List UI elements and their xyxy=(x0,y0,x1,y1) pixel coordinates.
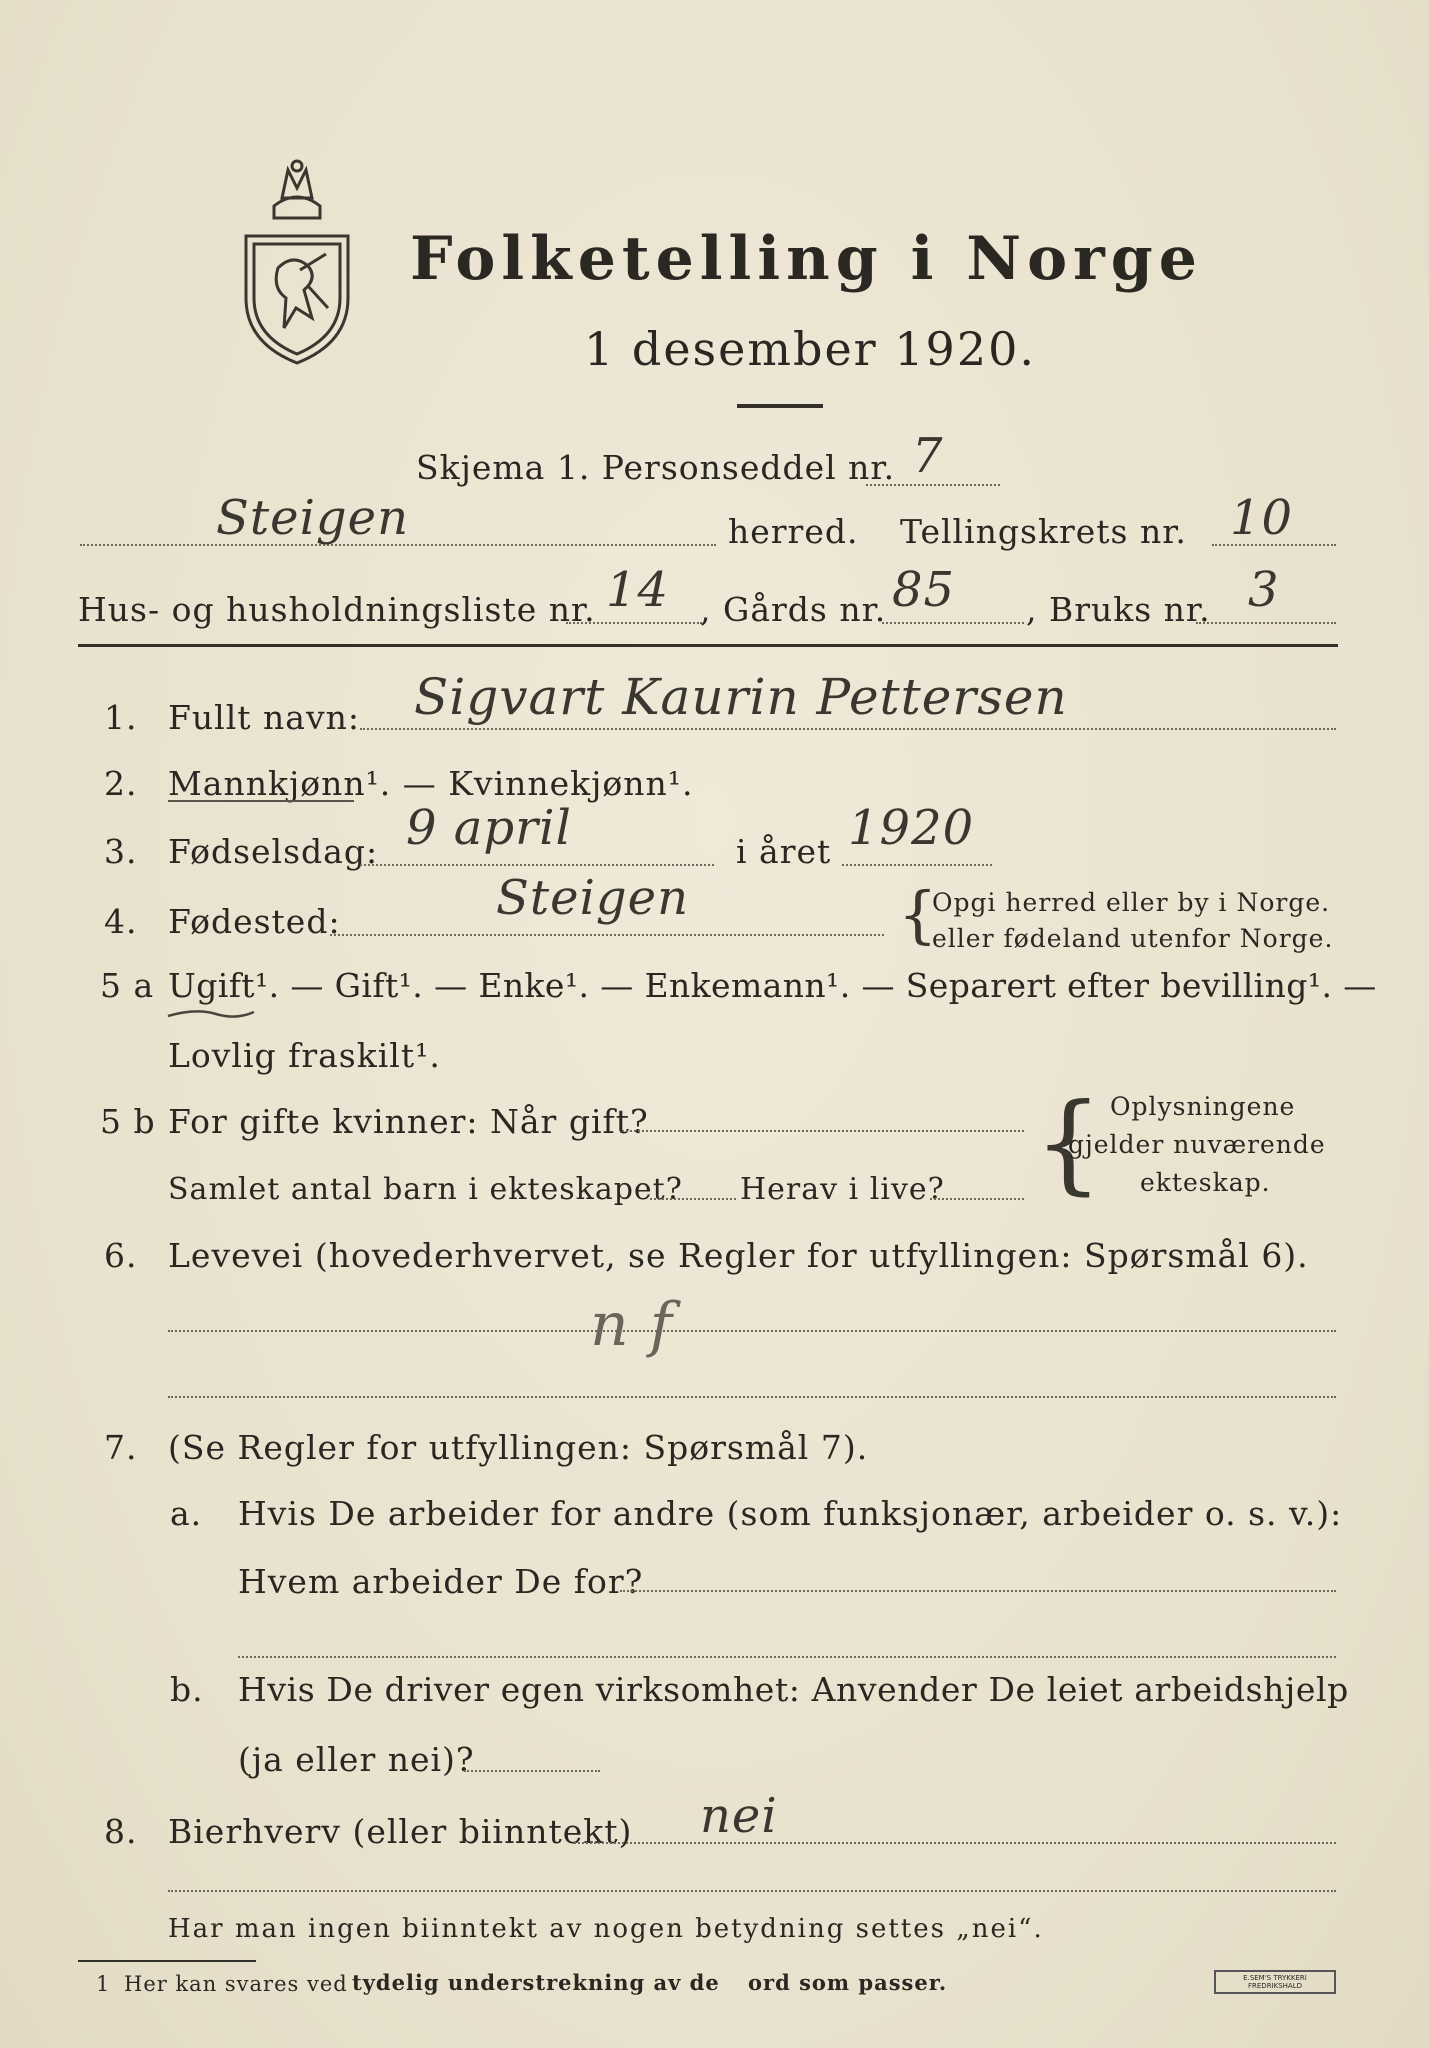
tellingskrets-value: 10 xyxy=(1230,490,1294,546)
q4-note-line2: eller fødeland utenfor Norge. xyxy=(932,924,1334,953)
footnote-text-a: Her kan svares ved xyxy=(124,1972,348,1996)
q4-note-line1: Opgi herred eller by i Norge. xyxy=(932,888,1331,917)
q3-label: Fødselsdag: xyxy=(168,832,379,871)
side-income-value: nei xyxy=(700,1788,778,1844)
occupation-field-2[interactable] xyxy=(168,1396,1336,1398)
occupation-value: n f xyxy=(590,1290,673,1360)
q7a-employer-label: Hvem arbeider De for? xyxy=(238,1562,644,1601)
occupation-field[interactable] xyxy=(168,1330,1336,1332)
q5b-note-line1: Oplysningene xyxy=(1110,1092,1296,1121)
married-date-field[interactable] xyxy=(622,1130,1024,1132)
q8-number: 8. xyxy=(104,1812,138,1851)
birthdate-field[interactable] xyxy=(360,864,714,866)
mannkjonn-underline xyxy=(168,800,354,802)
employer-field-2[interactable] xyxy=(238,1656,1336,1658)
q5b-alive-label: Herav i live? xyxy=(740,1172,945,1207)
schema-label: Skjema 1. Personseddel nr. xyxy=(416,448,896,487)
q7b-number: b. xyxy=(170,1670,204,1709)
q7-number: 7. xyxy=(104,1428,138,1467)
form-subtitle: 1 desember 1920. xyxy=(584,322,1036,376)
q5b-note-line2: gjelder nuværende xyxy=(1068,1130,1326,1159)
q5b-brace: { xyxy=(1034,1081,1103,1206)
herred-label: herred. xyxy=(728,512,859,551)
footnote-text-c: ord som passer. xyxy=(748,1970,948,1995)
q8-label: Bierhverv (eller biinntekt) xyxy=(168,1812,633,1851)
q5b-number: 5 b xyxy=(100,1102,156,1141)
hus-label: Hus- og husholdningsliste nr. xyxy=(78,590,596,629)
q2-number: 2. xyxy=(104,764,138,803)
title-divider xyxy=(737,404,823,408)
q6-text: Levevei (hovederhvervet, se Regler for utfyllingen: Spørsmål 6). xyxy=(168,1236,1309,1275)
full-name-field[interactable] xyxy=(360,728,1336,730)
bruks-field[interactable] xyxy=(1196,622,1336,624)
sex-options: Mannkjønn¹. — Kvinnekjønn¹. xyxy=(168,764,694,803)
q5a-number: 5 a xyxy=(100,966,155,1005)
ugift-underline xyxy=(166,1008,256,1022)
marital-status-options-cont: Lovlig fraskilt¹. xyxy=(168,1036,441,1075)
q3-year-label: i året xyxy=(736,832,832,871)
footnote-number: 1 xyxy=(96,1972,111,1996)
q7-text: (Se Regler for utfyllingen: Spørsmål 7). xyxy=(168,1428,869,1467)
q6-number: 6. xyxy=(104,1236,138,1275)
birthplace-field[interactable] xyxy=(330,934,884,936)
q7a-text: Hvis De arbeider for andre (som funksjonær, arbeider o. s. v.): xyxy=(238,1494,1343,1533)
q1-number: 1. xyxy=(104,698,138,737)
header-separator xyxy=(78,644,1338,647)
gards-field[interactable] xyxy=(882,622,1024,624)
herred-value: Steigen xyxy=(216,490,409,546)
gards-label: , Gårds nr. xyxy=(700,590,887,629)
birthdate-value: 9 april xyxy=(406,800,572,856)
q5b-note-line3: ekteskap. xyxy=(1140,1168,1271,1197)
birthyear-field[interactable] xyxy=(842,864,992,866)
birthyear-value: 1920 xyxy=(848,800,975,856)
footer-note: Har man ingen biinntekt av nogen betydning settes „nei“. xyxy=(168,1914,1044,1944)
q5b-children-label: Samlet antal barn i ekteskapet? xyxy=(168,1172,683,1207)
bruks-label: , Bruks nr. xyxy=(1026,590,1211,629)
bruks-value: 3 xyxy=(1248,562,1280,618)
q7b-text: Hvis De driver egen virksomhet: Anvender De leiet arbeidshjelp xyxy=(238,1670,1349,1709)
q1-label: Fullt navn: xyxy=(168,698,360,737)
q5b-label: For gifte kvinner: Når gift? xyxy=(168,1102,649,1141)
marital-status-options: Ugift¹. — Gift¹. — Enke¹. — Enkemann¹. — Separert efter bevilling¹. — xyxy=(168,966,1377,1005)
side-income-field-2[interactable] xyxy=(168,1890,1336,1892)
children-count-field[interactable] xyxy=(650,1198,736,1200)
birthplace-value: Steigen xyxy=(496,870,689,926)
tellingskrets-label: Tellingskrets nr. xyxy=(900,512,1187,551)
norwegian-coat-of-arms-icon xyxy=(238,158,356,368)
hired-help-field[interactable] xyxy=(464,1770,600,1772)
employer-field[interactable] xyxy=(620,1590,1336,1592)
q4-number: 4. xyxy=(104,902,138,941)
hus-value: 14 xyxy=(606,562,670,618)
schema-value: 7 xyxy=(912,428,944,484)
q4-brace: { xyxy=(898,878,938,951)
children-alive-field[interactable] xyxy=(930,1198,1024,1200)
q3-number: 3. xyxy=(104,832,138,871)
q7b-help-label: (ja eller nei)? xyxy=(238,1740,475,1779)
schema-field[interactable] xyxy=(866,484,1000,486)
footnote-rule xyxy=(78,1960,256,1962)
gards-value: 85 xyxy=(892,562,956,618)
footnote-text-b: tydelig understrekning av de xyxy=(352,1970,720,1995)
q4-label: Fødested: xyxy=(168,902,341,941)
printer-stamp: E.SEM'S TRYKKERI FREDRIKSHALD xyxy=(1214,1970,1336,1994)
form-title: Folketelling i Norge xyxy=(410,224,1203,294)
full-name-value: Sigvart Kaurin Pettersen xyxy=(414,668,1068,726)
q7a-number: a. xyxy=(170,1494,203,1533)
side-income-field[interactable] xyxy=(574,1842,1336,1844)
hus-field[interactable] xyxy=(566,622,702,624)
